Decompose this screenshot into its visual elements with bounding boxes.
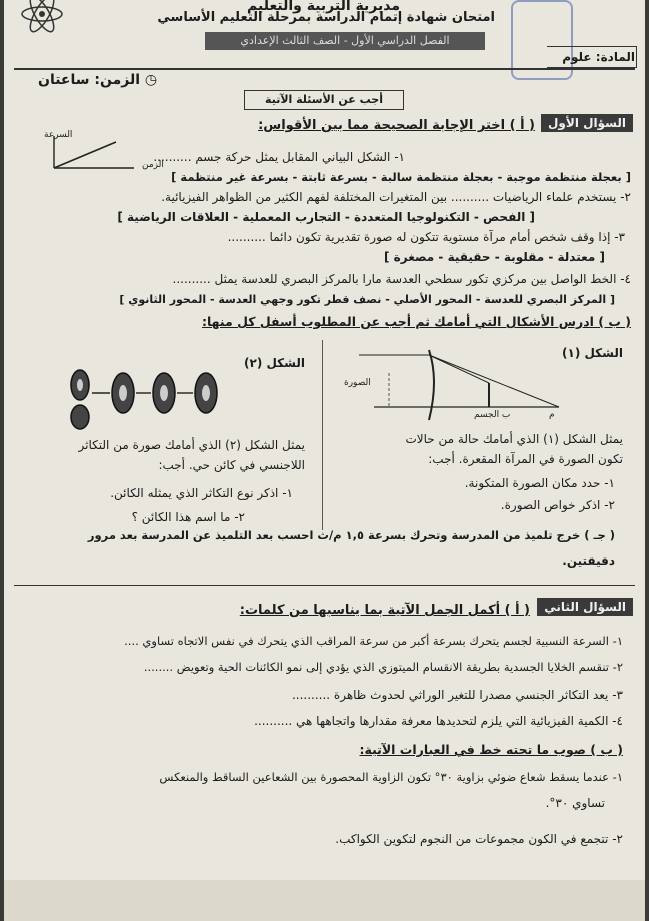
q1-item-3: ٣- إذا وقف شخص أمام مرآة مستوية تتكون له صورة تقديرية تكون دائما .......... (227, 230, 625, 244)
fig2-desc-2: اللاجنسي في كائن حي. أجب: (158, 458, 305, 472)
graph-x-label: الزمن (142, 160, 164, 170)
time-label: ◷ الزمن: ساعتان (38, 72, 158, 88)
q2-item-3: ٣- يعد التكاثر الجنسي مصدرا للتغير الوراثي لحدوث ظاهرة .......... (291, 688, 623, 702)
q2-b-item-1: ١- عندما يسقط شعاع ضوئي بزاوية ٣٠° تكون الزاوية المحصورة بين الشعاعين الساقط والمنعكس (159, 770, 623, 784)
header-divider (14, 68, 635, 70)
q2-item-2: ٢- تنقسم الخلايا الجسدية بطريقة الانقسام الميتوزي الذي يؤدي إلى نمو الكائنات الحية وتعويض ........ (143, 660, 623, 674)
fig1-desc-1: يمثل الشكل (١) الذي أمامك حالة من حالات (405, 432, 623, 446)
q2-part-b: ( ب ) صوب ما تحته خط في العبارات الآتية: (359, 742, 623, 757)
paper-bottom-margin (4, 880, 645, 921)
fig2-sub-2: ٢- ما اسم هذا الكائن ؟ (131, 510, 245, 524)
concave-mirror-diagram (359, 345, 569, 425)
q2-item-4: ٤- الكمية الفيزيائية التي يلزم لتحديدها معرفة مقدارها واتجاهها هي .......... (254, 714, 623, 728)
q1-part-a: ( أ ) اختر الإجابة الصحيحة مما بين الأقواس: (258, 118, 535, 133)
fig2-desc-1: يمثل الشكل (٢) الذي أمامك صورة من التكاثر (78, 438, 305, 452)
graph-y-label: السرعة (44, 130, 73, 140)
fig2-sub-1: ١- اذكر نوع التكاثر الذي يمثله الكائن. (110, 486, 293, 500)
atom-logo-icon (16, 0, 68, 40)
q1-item-4-options: [ المركز البصري للعدسة - المحور الأصلي - نصف قطر تكور وجهي العدسة - المحور الثانوي ] (119, 293, 615, 306)
fig1-image-label: الصورة (344, 378, 371, 388)
fig1-object-label: ب الجسم (474, 410, 511, 420)
q1-tag: السؤال الأول (541, 114, 633, 132)
fig1-caption: الشكل (١) (562, 346, 623, 360)
section-divider (14, 585, 635, 586)
fig1-sub-1: ١- حدد مكان الصورة المتكونة. (464, 476, 615, 490)
q2-b-item-2: ٢- تتجمع في الكون مجموعات من النجوم لتكوين الكواكب. (335, 832, 623, 846)
exam-title: امتحان شهادة إتمام الدراسة بمرحلة التعليم الأساسي (157, 10, 495, 25)
q2-item-1: ١- السرعة النسبية لجسم يتحرك بسرعة أكبر من سرعة المراقب الذي يتحرك في نفس الاتجاه تساوي .... (124, 634, 623, 648)
q1-item-3-options: [ معتدلة - مقلوبة - حقيقية - مصغرة ] (384, 250, 605, 264)
fig1-desc-2: تكون الصورة في المرآة المقعرة. أجب: (428, 452, 623, 466)
q1-part-c-line-2: دقيقتين. (562, 554, 615, 568)
ministry-name: مديرية التربية والتعليم (247, 0, 400, 14)
q2-part-a: ( أ ) أكمل الجمل الآتية بما يناسبها من كلمات: (239, 603, 530, 618)
q1-part-c-line-1: ( جـ ) خرج تلميذ من المدرسة وتحرك بسرعة ١,٥ م/ث احسب بعد التلميذ عن المدرسة بعد مرور (87, 528, 615, 542)
q1-item-2-options: [ الفحص - التكنولوجيا المتعددة - التجارب المعملية - العلاقات الرياضية ] (117, 210, 535, 224)
q2-tag: السؤال الثاني (537, 598, 633, 616)
q1-item-2: ٢- يستخدم علماء الرياضيات .......... بين المتغيرات المختلفة لفهم الكثير من الظواهر الفيزيائية. (161, 190, 631, 204)
q1-item-1: ١- الشكل البياني المقابل يمثل حركة جسم .......... (153, 150, 405, 164)
fig2-caption: الشكل (٢) (244, 356, 305, 370)
exam-header (4, 0, 645, 68)
instruction-box: أجب عن الأسئلة الآتية (244, 90, 404, 110)
q2-b-item-1-cont: تساوي ٣٠°. (545, 796, 605, 810)
fig1-sub-2: ٢- اذكر خواص الصورة. (500, 498, 615, 512)
exam-paper (4, 0, 645, 921)
q1-item-4: ٤- الخط الواصل بين مركزي تكور سطحي العدسة مارا بالمركز البصري للعدسة يمثل .......... (172, 272, 631, 286)
q1-item-1-options: [ بعجلة منتظمة موجبة - بعجلة منتظمة سالبة - بسرعة ثابتة - بسرعة غير منتظمة ] (171, 170, 631, 184)
q1-part-b: ( ب ) ادرس الأشكال التي أمامك ثم أجب عن المطلوب أسفل كل منها: (201, 314, 631, 329)
clock-icon: ◷ (140, 72, 158, 88)
budding-diagram (66, 365, 226, 435)
term-bar: الفصل الدراسي الأول - الصف الثالث الإعدادي (205, 32, 485, 50)
figures-divider (322, 340, 323, 530)
subject-label: المادة: علوم (562, 50, 635, 64)
fig1-point-label: م (549, 410, 555, 420)
